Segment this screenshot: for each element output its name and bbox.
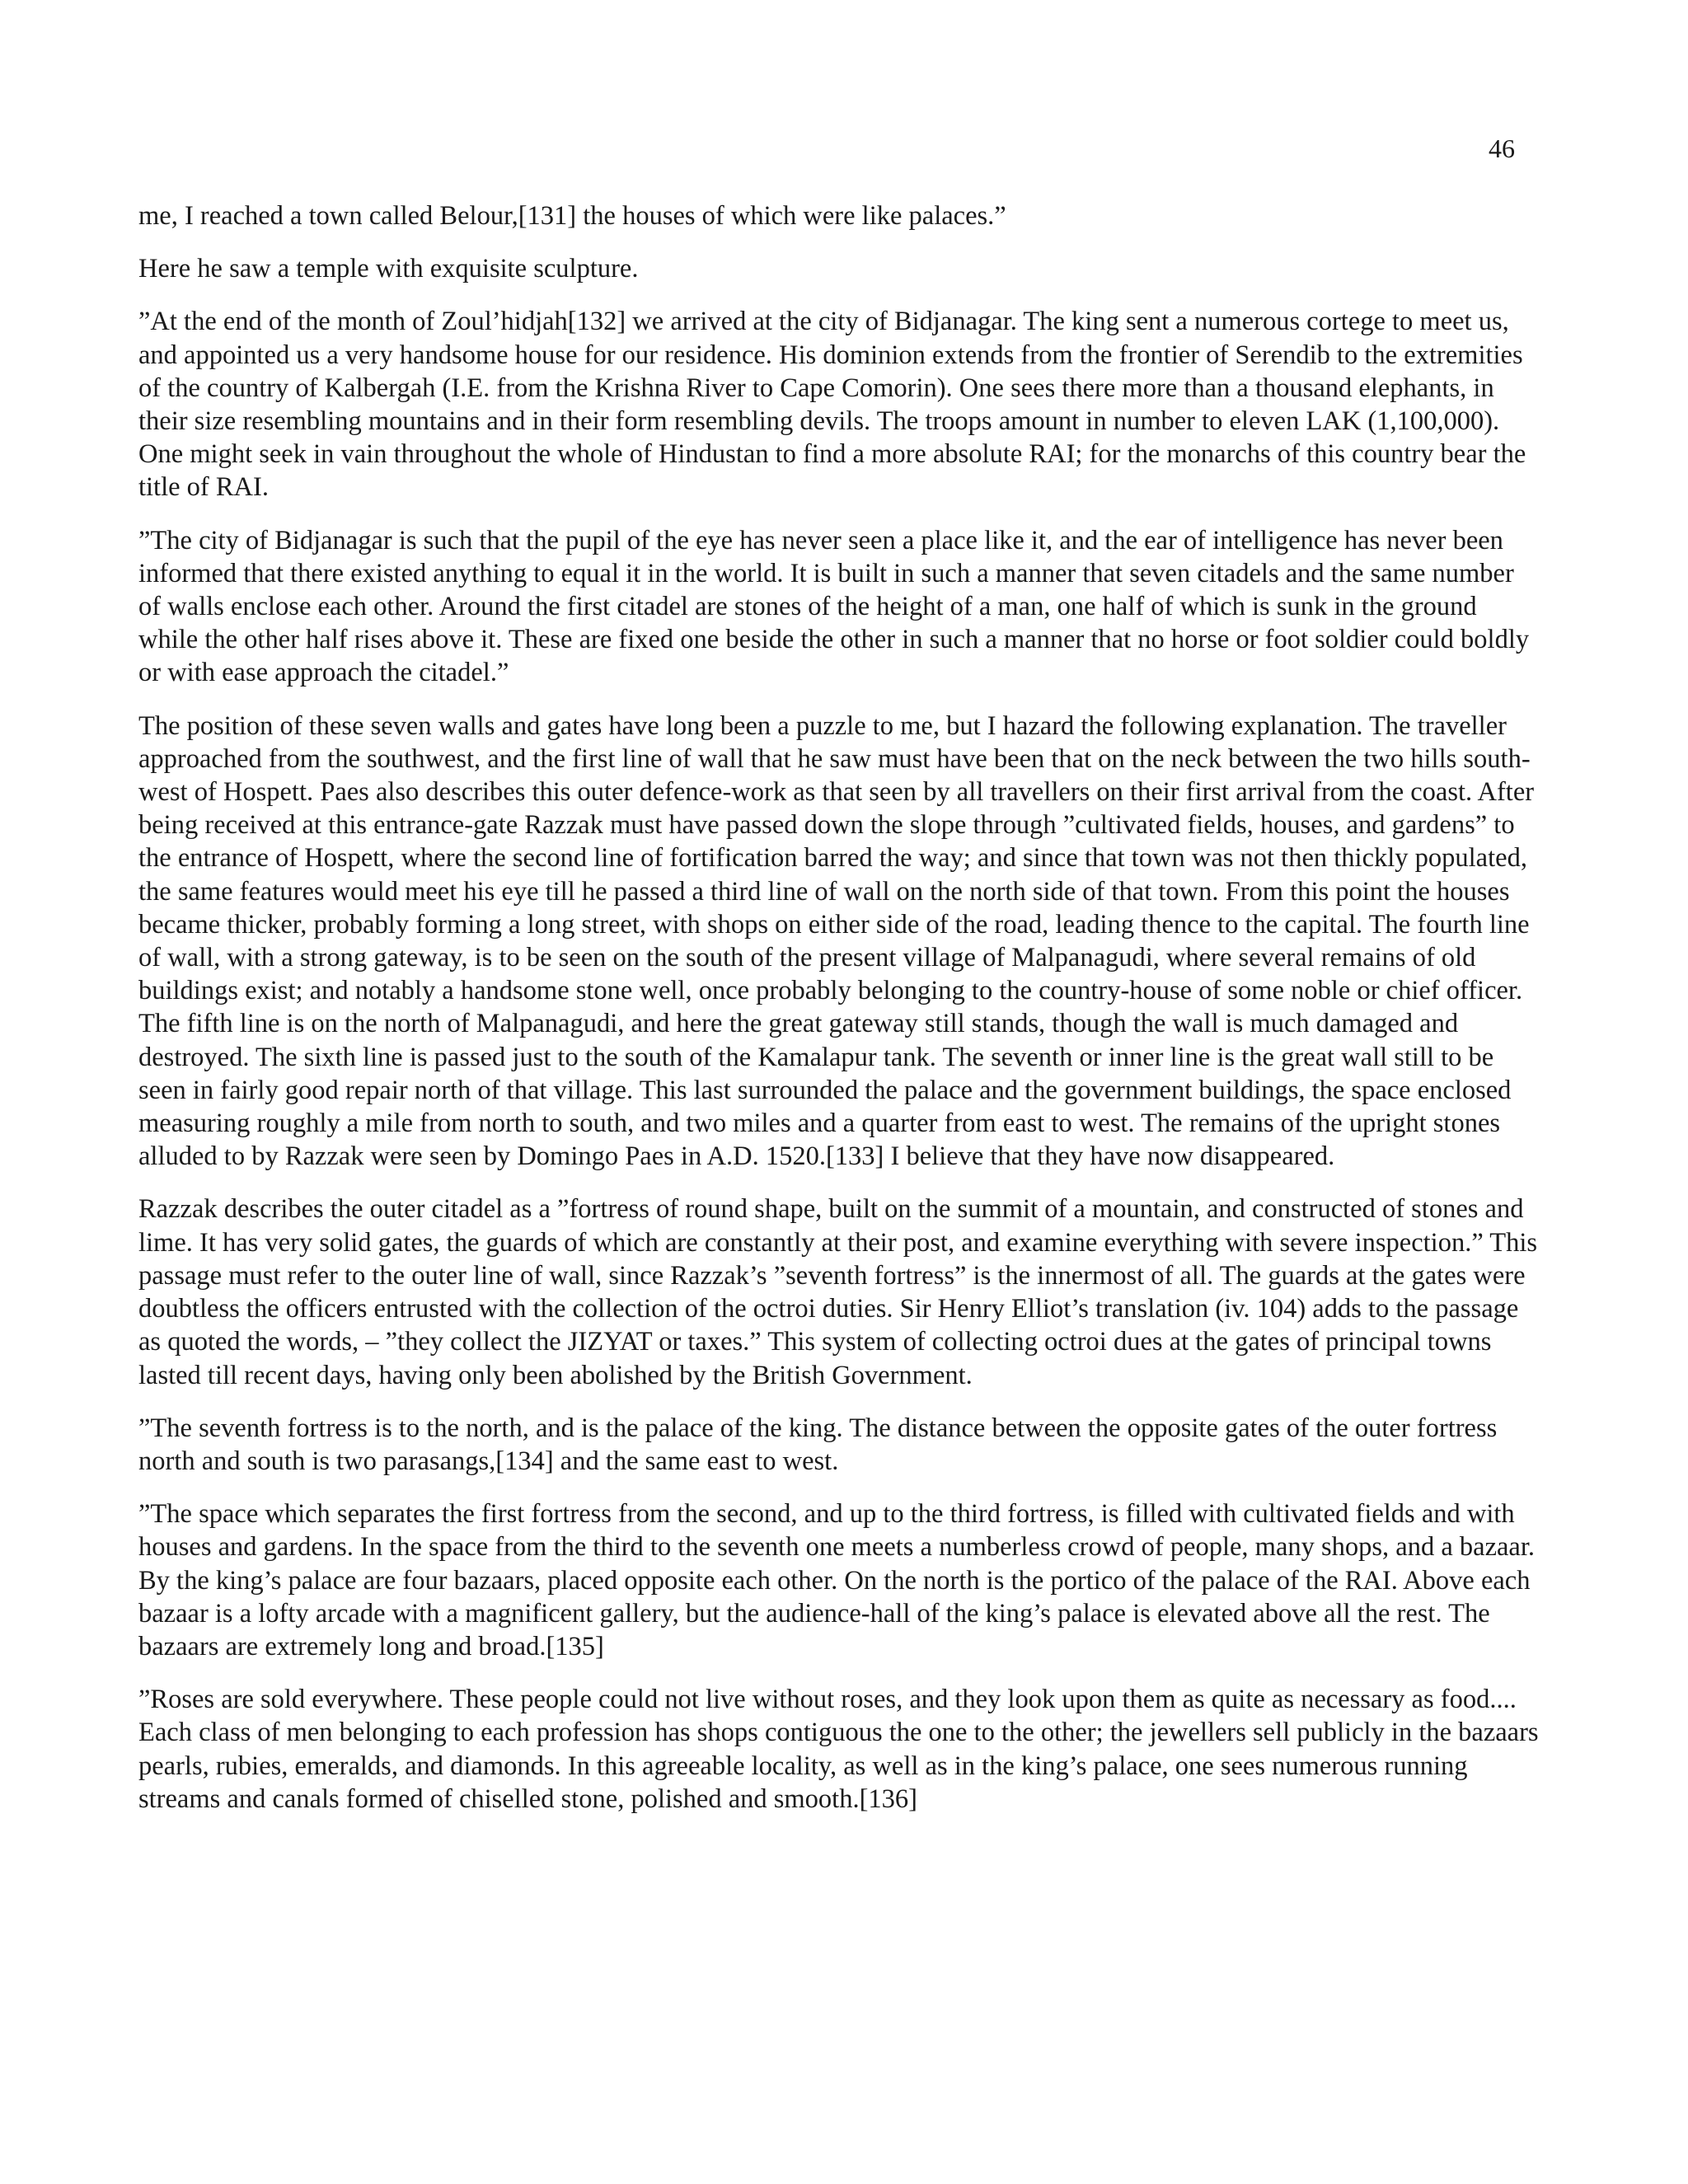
paragraph-6: Razzak describes the outer citadel as a ”fortress of round shape, built on the summit of a mountain, and constructed of stones and lime. It has very solid gates, the guards of which are constantly at their post, and examine everything with severe inspection.” This passage must refer to the outer line of wall, since Razzak’s ”seventh fortress” is the innermost of all. The guards at the gates were doubtless the officers entrusted with the collection of the octroi duties. Sir Henry Elliot’s translation (iv. 104) adds to the passage as quoted the words, – ”they collect the JIZYAT or taxes.” This system of collecting octroi dues at the gates of principal towns lasted till recent days, having only been abolished by the British Government. <box>138 1194 1538 1390</box>
paragraph-5: The position of these seven walls and gates have long been a puzzle to me, but I hazard the following explanation. The traveller approached from the southwest, and the first line of wall that he saw must have been that on the neck between the two hills south-west of Hospett. Paes also describes this outer defence-work as that seen by all travellers on their first arrival from the coast. After being received at this entrance-gate Razzak must have passed down the slope through ”cultivated fields, houses, and gardens” to the entrance of Hospett, where the second line of fortification barred the way; and since that town was not then thickly populated, the same features would meet his eye till he passed a third line of wall on the north side of that town. From this point the houses became thicker, probably forming a long street, with shops on either side of the road, leading thence to the capital. The fourth line of wall, with a strong gateway, is to be seen on the south of the present village of Malpanagudi, where several remains of old buildings exist; and notably a handsome stone well, once probably belonging to the country-house of some noble or chief officer. The fifth line is on the north of Malpanagudi, and here the great gateway still stands, though the wall is much damaged and destroyed. The sixth line is passed just to the south of the Kamalapur tank. The seventh or inner line is the great wall still to be seen in fairly good repair north of that village. This last surrounded the palace and the government buildings, the space enclosed measuring roughly a mile from north to south, and two miles and a quarter from east to west. The remains of the upright stones alluded to by Razzak were seen by Domingo Paes in A.D. 1520.[133] I believe that they have now disappeared. <box>138 710 1535 1172</box>
page-number: 46 <box>1489 134 1515 163</box>
paragraph-7: ”The seventh fortress is to the north, and is the palace of the king. The distance between the opposite gates of the outer fortress north and south is two parasangs,[134] and the same east to west. <box>138 1413 1498 1476</box>
body-text <box>138 199 1540 1835</box>
paragraph-9: ”Roses are sold everywhere. These people could not live without roses, and they look upon them as quite as necessary as food.... Each class of men belonging to each profession has shops contiguous the one to the other; the jewellers sell publicly in the bazaars pearls, rubies, emeralds, and diamonds. In this agreeable locality, as well as in the king’s palace, one sees numerous running streams and canals formed of chiselled stone, polished and smooth.[136] <box>138 1685 1539 1814</box>
paragraph-1: me, I reached a town called Belour,[131] the houses of which were like palaces.” <box>138 201 1006 231</box>
paragraph-3: ”At the end of the month of Zoul’hidjah[132] we arrived at the city of Bidjanagar. The king sent a numerous cortege to meet us, and appointed us a very handsome house for our residence. His dominion extends from the frontier of Serendib to the extremities of the country of Kalbergah (I.E. from the Krishna River to Cape Comorin). One sees there more than a thousand elephants, in their size resembling mountains and in their form resembling devils. The troops amount in number to eleven LAK (1,100,000). One might seek in vain throughout the whole of Hindustan to find a more absolute RAI; for the monarchs of this country bear the title of RAI. <box>138 307 1526 503</box>
paragraph-2: Here he saw a temple with exquisite sculpture. <box>138 254 639 284</box>
paragraph-4: ”The city of Bidjanagar is such that the pupil of the eye has never seen a place like it, and the ear of intelligence has never been informed that there existed anything to equal it in the world. It is built in such a manner that seven citadels and the same number of walls enclose each other. Around the first citadel are stones of the height of a man, one half of which is sunk in the ground while the other half rises above it. These are fixed one beside the other in such a manner that no horse or foot soldier could boldly or with ease approach the citadel.” <box>138 525 1530 688</box>
paragraph-8: ”The space which separates the first fortress from the second, and up to the third fortress, is filled with cultivated fields and with houses and gardens. In the space from the third to the seventh one meets a numberless crowd of people, many shops, and a bazaar. By the king’s palace are four bazaars, placed opposite each other. On the north is the portico of the palace of the RAI. Above each bazaar is a lofty arcade with a magnificent gallery, but the audience-hall of the king’s palace is elevated above all the rest. The bazaars are extremely long and broad.[135] <box>138 1499 1535 1661</box>
